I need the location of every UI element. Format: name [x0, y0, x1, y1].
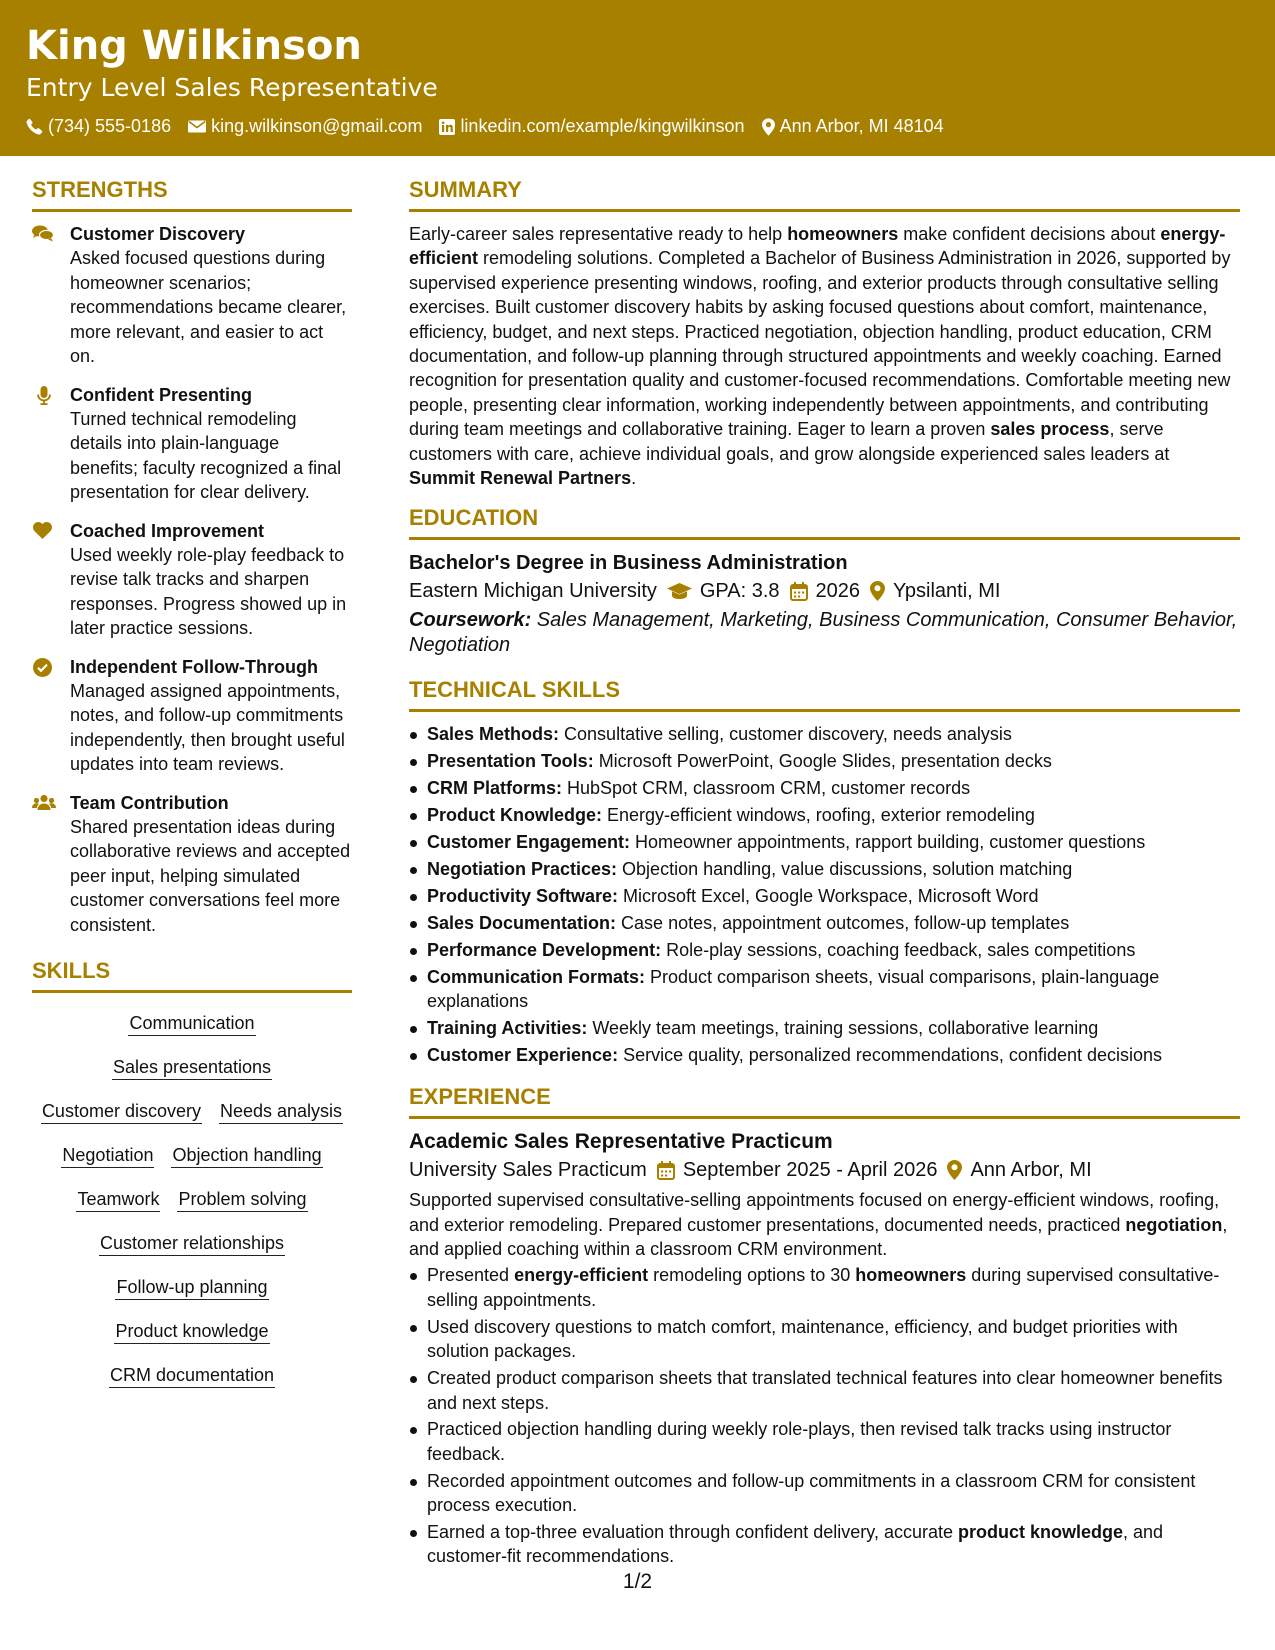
education-heading: EDUCATION	[409, 504, 1240, 540]
email-text: king.wilkinson@gmail.com	[211, 116, 423, 136]
candidate-title: Entry Level Sales Representative	[26, 73, 438, 102]
contact-bar	[26, 116, 1249, 137]
map-pin-icon	[947, 1160, 962, 1180]
map-pin-icon	[762, 118, 775, 136]
contact-location	[762, 116, 944, 137]
skill-chip: Objection handling	[171, 1143, 322, 1168]
skill-chip: Communication	[128, 1011, 255, 1036]
skill-chip: Teamwork	[76, 1187, 160, 1212]
comments-icon	[32, 225, 54, 242]
candidate-name: King Wilkinson	[26, 23, 362, 69]
strength-title: Confident Presenting	[70, 384, 253, 405]
list-item: Created product comparison sheets that translated technical features into clear homeowner benefits and next steps.	[409, 1366, 1240, 1415]
strength-item	[32, 222, 352, 369]
list-item: Productivity Software: Microsoft Excel, Google Workspace, Microsoft Word	[409, 884, 1240, 908]
list-item: Sales Documentation: Case notes, appointment outcomes, follow-up templates	[409, 911, 1240, 935]
page-number: 1/2	[622, 1570, 653, 1593]
list-item: Used discovery questions to match comfort, maintenance, efficiency, and budget priorities with solution packages.	[409, 1315, 1240, 1364]
list-item: Communication Formats: Product comparison sheets, visual comparisons, plain-language explanations	[409, 965, 1240, 1014]
experience-heading: EXPERIENCE	[409, 1083, 1240, 1119]
list-item: Customer Engagement: Homeowner appointments, rapport building, customer questions	[409, 830, 1240, 854]
list-item: Earned a top-three evaluation through confident delivery, accurate product knowledge, and customer-fit recommendations.	[409, 1520, 1240, 1569]
skill-chip: CRM documentation	[109, 1363, 275, 1388]
calendar-icon	[790, 582, 808, 601]
strength-desc: Used weekly role-play feedback to revise talk tracks and sharpen responses. Progress showed up in later practice sessions.	[70, 544, 347, 638]
strength-item	[32, 519, 352, 641]
job-meta	[409, 1155, 1240, 1185]
strength-item	[32, 791, 352, 938]
phone-text: (734) 555-0186	[48, 116, 172, 136]
envelope-icon	[188, 119, 206, 134]
strength-item	[32, 383, 352, 505]
list-item: CRM Platforms: HubSpot CRM, classroom CRM, customer records	[409, 776, 1240, 800]
users-icon	[32, 794, 56, 811]
graduation-year: 2026	[815, 580, 861, 603]
coursework: Coursework: Sales Management, Marketing, Business Communication, Consumer Behavior, Negotiation	[409, 609, 1238, 657]
skills-heading: SKILLS	[32, 957, 352, 993]
job-title: Academic Sales Representative Practicum	[409, 1130, 833, 1154]
strength-desc: Asked focused questions during homeowner scenarios; recommendations became clearer, more relevant, and easier to act on.	[70, 248, 347, 366]
strength-title: Customer Discovery	[70, 224, 246, 244]
heart-icon	[33, 522, 52, 539]
calendar-icon	[657, 1161, 675, 1180]
strength-item	[32, 655, 352, 777]
list-item: Practiced objection handling during weekly role-plays, then revised talk tracks using instructor feedback.	[409, 1417, 1240, 1466]
skill-chip: Customer relationships	[99, 1231, 285, 1256]
microphone-icon	[37, 386, 51, 405]
strength-desc: Managed assigned appointments, notes, and follow-up commitments independently, then brought useful updates into team reviews.	[70, 680, 345, 774]
strength-desc: Shared presentation ideas during collaborative reviews and accepted peer input, helping simulated customer conversations feel more consistent.	[70, 816, 351, 935]
skill-chip: Product knowledge	[114, 1319, 269, 1344]
linkedin-text: linkedin.com/example/kingwilkinson	[460, 116, 745, 136]
gpa: GPA: 3.8	[699, 580, 780, 603]
job-bullets	[409, 1263, 1240, 1568]
contact-linkedin[interactable]	[439, 116, 744, 137]
skill-chip: Problem solving	[177, 1187, 307, 1212]
list-item: Product Knowledge: Energy-efficient windows, roofing, exterior remodeling	[409, 803, 1240, 827]
list-item: Negotiation Practices: Objection handling, value discussions, solution matching	[409, 857, 1240, 881]
right-column	[409, 176, 1240, 1571]
skill-chip: Customer discovery	[41, 1099, 202, 1124]
list-item: Sales Methods: Consultative selling, customer discovery, needs analysis	[409, 722, 1240, 746]
strength-desc: Turned technical remodeling details into plain-language benefits; faculty recognized a final presentation for clear delivery.	[70, 408, 342, 502]
job-dates: September 2025 - April 2026	[682, 1159, 938, 1182]
list-item: Customer Experience: Service quality, personalized recommendations, confident decisions	[409, 1043, 1240, 1067]
summary-heading: SUMMARY	[409, 176, 1240, 212]
list-item: Performance Development: Role-play sessions, coaching feedback, sales competitions	[409, 938, 1240, 962]
contact-phone[interactable]	[26, 116, 171, 137]
left-column	[32, 176, 352, 1388]
contact-email[interactable]	[188, 116, 422, 137]
resume-header	[0, 0, 1275, 156]
skill-chip: Negotiation	[61, 1143, 154, 1168]
technical-skills-list	[409, 722, 1240, 1067]
check-circle-icon	[33, 658, 52, 677]
technical-skills-heading: TECHNICAL SKILLS	[409, 676, 1240, 712]
linkedin-icon	[439, 119, 455, 135]
skill-chip: Needs analysis	[219, 1099, 343, 1124]
list-item: Training Activities: Weekly team meetings, training sessions, collaborative learning	[409, 1016, 1240, 1040]
summary-text: Early-career sales representative ready to help homeowners make confident decisions about energy-efficient remodeling solutions. Completed a Bachelor of Business Administration in 2026, supported by supervised experience presenting windows, roofing, and exterior products through consultative selling exercises. Built customer discovery habits by asking focused questions about comfort, maintenance, efficiency, budget, and next steps. Practiced negotiation, objection handling, product education, CRM documentation, and follow-up planning through structured appointments and weekly coaching. Earned recognition for presentation quality and customer-focused recommendations. Comfortable meeting new people, presenting clear information, working independently between appointments, and contributing during team meetings and collaborative training. Eager to learn a proven sales process, serve customers with care, achieve individual goals, and grow alongside experienced sales leaders at Summit Renewal Partners.	[409, 224, 1231, 489]
degree-title: Bachelor's Degree in Business Administration	[409, 552, 848, 575]
strength-title: Independent Follow-Through	[70, 656, 318, 677]
skill-chip: Follow-up planning	[115, 1275, 268, 1300]
school-location: Ypsilanti, MI	[893, 580, 1001, 603]
location-text: Ann Arbor, MI 48104	[779, 116, 944, 136]
school-name: Eastern Michigan University	[409, 580, 657, 603]
strength-title: Coached Improvement	[70, 520, 265, 541]
organization: University Sales Practicum	[409, 1159, 647, 1182]
strengths-heading: STRENGTHS	[32, 176, 352, 212]
graduation-cap-icon	[667, 583, 692, 600]
list-item: Presentation Tools: Microsoft PowerPoint, Google Slides, presentation decks	[409, 749, 1240, 773]
job-location: Ann Arbor, MI	[970, 1159, 1092, 1182]
skills-list	[32, 1003, 352, 1388]
education-meta	[409, 576, 1240, 606]
list-item: Presented energy-efficient remodeling options to 30 homeowners during supervised consultative-selling appointments.	[409, 1263, 1240, 1312]
strength-title: Team Contribution	[70, 792, 229, 813]
list-item: Recorded appointment outcomes and follow-up commitments in a classroom CRM for consistent process execution.	[409, 1469, 1240, 1518]
phone-icon	[26, 118, 43, 135]
job-intro: Supported supervised consultative-selling appointments focused on energy-efficient windows, roofing, and exterior remodeling. Prepared customer presentations, documented needs, practiced negotiation, and applied coaching within a classroom CRM environment.	[409, 1190, 1228, 1260]
map-pin-icon	[870, 581, 885, 601]
skill-chip: Sales presentations	[112, 1055, 272, 1080]
